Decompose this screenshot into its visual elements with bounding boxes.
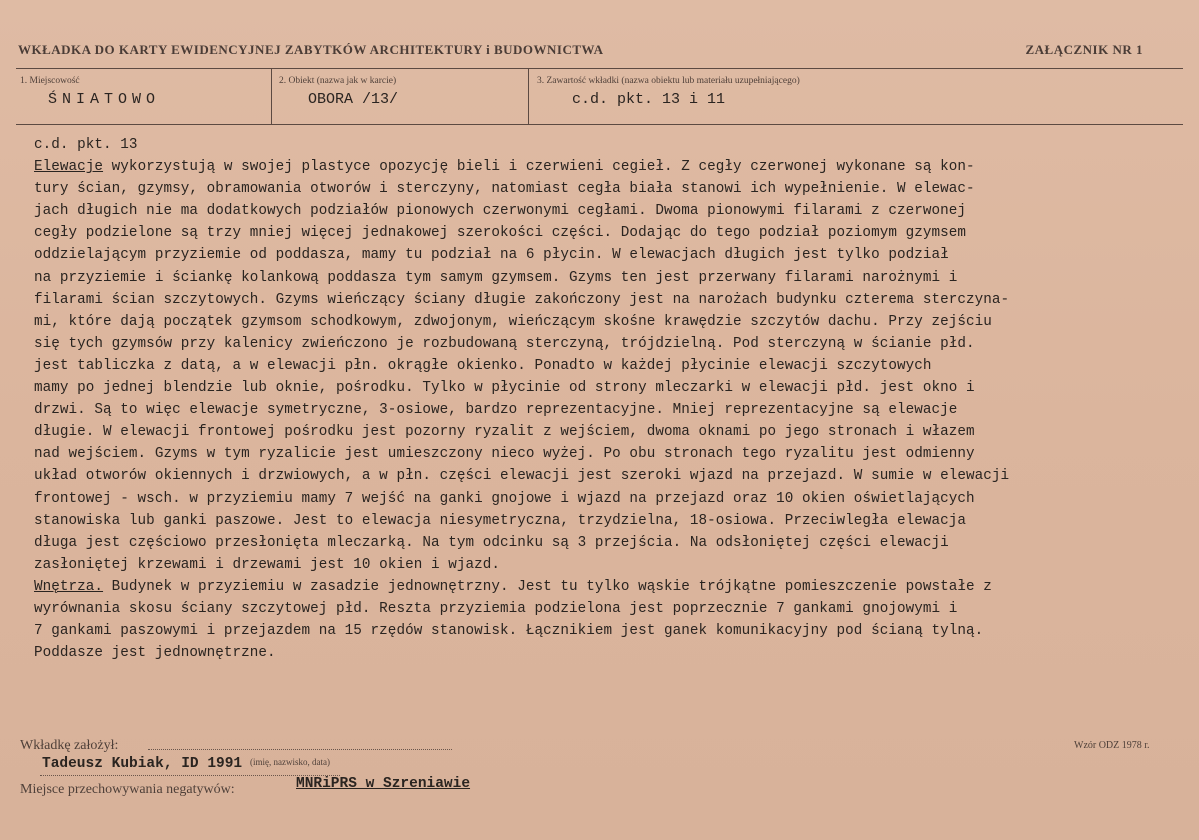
line-text: cegły podzielone są trzy mniej więcej jednakowej szerokości części. Dodając do tego podział poziomym gzymsem [34, 225, 966, 242]
object-value: OBORA /13/ [308, 91, 399, 108]
text-line [34, 289, 1182, 311]
header-rule-top [16, 68, 1183, 69]
content-label: 3. Zawartość wkładki (nazwa obiektu lub materiału uzupełniającego) [537, 76, 800, 86]
card-title: WKŁADKA DO KARTY EWIDENCYJNEJ ZABYTKÓW ARCHITEKTURY i BUDOWNICTWA [18, 42, 604, 57]
field-divider-1 [271, 68, 272, 124]
text-line [34, 178, 1182, 200]
line-text: mamy po jednej blendzie lub oknie, pośrodku. Tylko w płycinie od strony mleczarki w elewacji płd. jest okno i [34, 380, 975, 397]
section-heading: Elewacje [34, 159, 104, 176]
text-line [34, 222, 1182, 244]
text-line [34, 156, 1182, 178]
text-line [34, 377, 1182, 399]
text-line [34, 399, 1182, 421]
header-rule-bottom [16, 124, 1183, 125]
line-text: układ otworów okiennych i drzwiowych, a w płn. części elewacji jest szeroki wjazd na przejazd. W sumie w elewacji [34, 468, 1010, 485]
line-text: Poddasze jest jednownętrzne. [34, 645, 276, 662]
description-text [34, 134, 1182, 664]
line-text: na przyziemie i ściankę kolankową poddasza tym samym gzymsem. Gzyms ten jest przerwany filarami narożnymi i [34, 269, 958, 286]
line-text: jach długich nie ma dodatkowych podziałów pionowych czerwonymi cegłami. Dwoma pionowymi filarami z czerwonej [34, 203, 966, 220]
text-line [34, 465, 1182, 487]
negatives-label: Miejsce przechowywania negatywów: [20, 782, 235, 797]
place-value: ŚNIATOWO [48, 91, 161, 108]
line-text: Budynek w przyziemiu w zasadzie jednownętrzny. Jest tu tylko wąskie trójkątne pomieszczenie powstałe z [103, 578, 992, 595]
section-heading: Wnętrza. [34, 578, 104, 595]
author-value: Tadeusz Kubiak, ID 1991 [42, 756, 243, 772]
line-text: drzwi. Są to więc elewacje symetryczne, 3-osiowe, bardzo reprezentacyjne. Mniej reprezentacyjne są elewacje [34, 402, 958, 419]
text-line [34, 488, 1182, 510]
form-code: Wzór ODZ 1978 r. [1074, 740, 1150, 751]
text-line [34, 134, 1182, 156]
line-text: oddzielającym przyziemie od poddasza, mamy tu podział na 6 płycin. W elewacjach długich jest tylko podział [34, 247, 949, 264]
place-label: 1. Miejscowość [20, 76, 80, 86]
line-text: wyrównania skosu ściany szczytowej płd. Reszta przyziemia podzielona jest poprzecznie 7 gankami gnojowymi i [34, 600, 958, 617]
text-line [34, 333, 1182, 355]
line-text: się tych gzymsów przy kalenicy zwieńczono je rozbudowaną sterczyną, trójdzielną. Pod sterczyną w ścianie płd. [34, 335, 975, 352]
object-label: 2. Obiekt (nazwa jak w karcie) [279, 76, 397, 86]
text-line [34, 355, 1182, 377]
line-text: filarami ścian szczytowych. Gzyms wieńczący ściany długie zakończony jest na narożach budynku czterema sterczyna- [34, 291, 1010, 308]
text-line [34, 443, 1182, 465]
text-line [34, 510, 1182, 532]
text-line [34, 244, 1182, 266]
text-line [34, 267, 1182, 289]
text-line [34, 200, 1182, 222]
line-text: wykorzystują w swojej plastyce opozycję bieli i czerwieni cegieł. Z cegły czerwonej wykonane są kon- [103, 159, 975, 176]
line-text: stanowiska lub ganki paszowe. Jest to elewacja niesymetryczna, trzydzielna, 18-osiowa. Przeciwległa elewacja [34, 512, 966, 529]
text-line [34, 598, 1182, 620]
line-text: 7 gankami paszowymi i przejazdem na 15 rzędów stanowisk. Łącznikiem jest ganek komunikacyjny pod ścianą tylną. [34, 623, 984, 640]
text-line [34, 576, 1182, 598]
attachment-number: ZAŁĄCZNIK NR 1 [1025, 42, 1143, 57]
line-text: długie. W elewacji frontowej pośrodku jest pozorny ryzalit z wejściem, dwoma oknami po jego stronach i włazem [34, 424, 975, 441]
line-text: zasłoniętej krzewami i drzewami jest 10 okien i wjazd. [34, 556, 500, 573]
line-text: frontowej - wsch. w przyziemiu mamy 7 wejść na ganki gnojowe i wjazd na przejazd oraz 10 okien oświetlających [34, 490, 975, 507]
text-line [34, 554, 1182, 576]
line-text: c.d. pkt. 13 [34, 137, 138, 153]
text-line [34, 311, 1182, 333]
text-line [34, 642, 1182, 664]
negatives-value: MNRiPRS w Szreniawie [296, 776, 471, 792]
line-text: długa jest częściowo przesłonięta mleczarką. Na tym odcinku są 3 przejścia. Na odsłoniętej części elewacji [34, 534, 949, 551]
line-text: mi, które dają początek gzymsom schodkowym, zdwojonym, wieńczącym skośne krawędzie szczytów dachu. Przy zejściu [34, 313, 992, 330]
text-line [34, 532, 1182, 554]
created-by-label: Wkładkę założył: [20, 738, 119, 753]
content-value: c.d. pkt. 13 i 11 [572, 91, 726, 108]
author-line [40, 775, 340, 776]
line-text: jest tabliczka z datą, a w elewacji płn. okrągłe okienko. Ponadto w każdej płycinie elewacji szczytowych [34, 357, 932, 374]
text-line [34, 620, 1182, 642]
line-text: tury ścian, gzymsy, obramowania otworów i sterczyny, natomiast cegła biała stanowi ich wypełnienie. W elewac- [34, 181, 975, 198]
text-line [34, 421, 1182, 443]
author-caption: (imię, nazwisko, data) [250, 757, 330, 767]
created-by-line [148, 749, 452, 750]
field-divider-2 [528, 68, 529, 124]
line-text: nad wejściem. Gzyms w tym ryzalicie jest umieszczony nieco wyżej. Po obu stronach tego ryzalitu jest odmienny [34, 446, 975, 463]
